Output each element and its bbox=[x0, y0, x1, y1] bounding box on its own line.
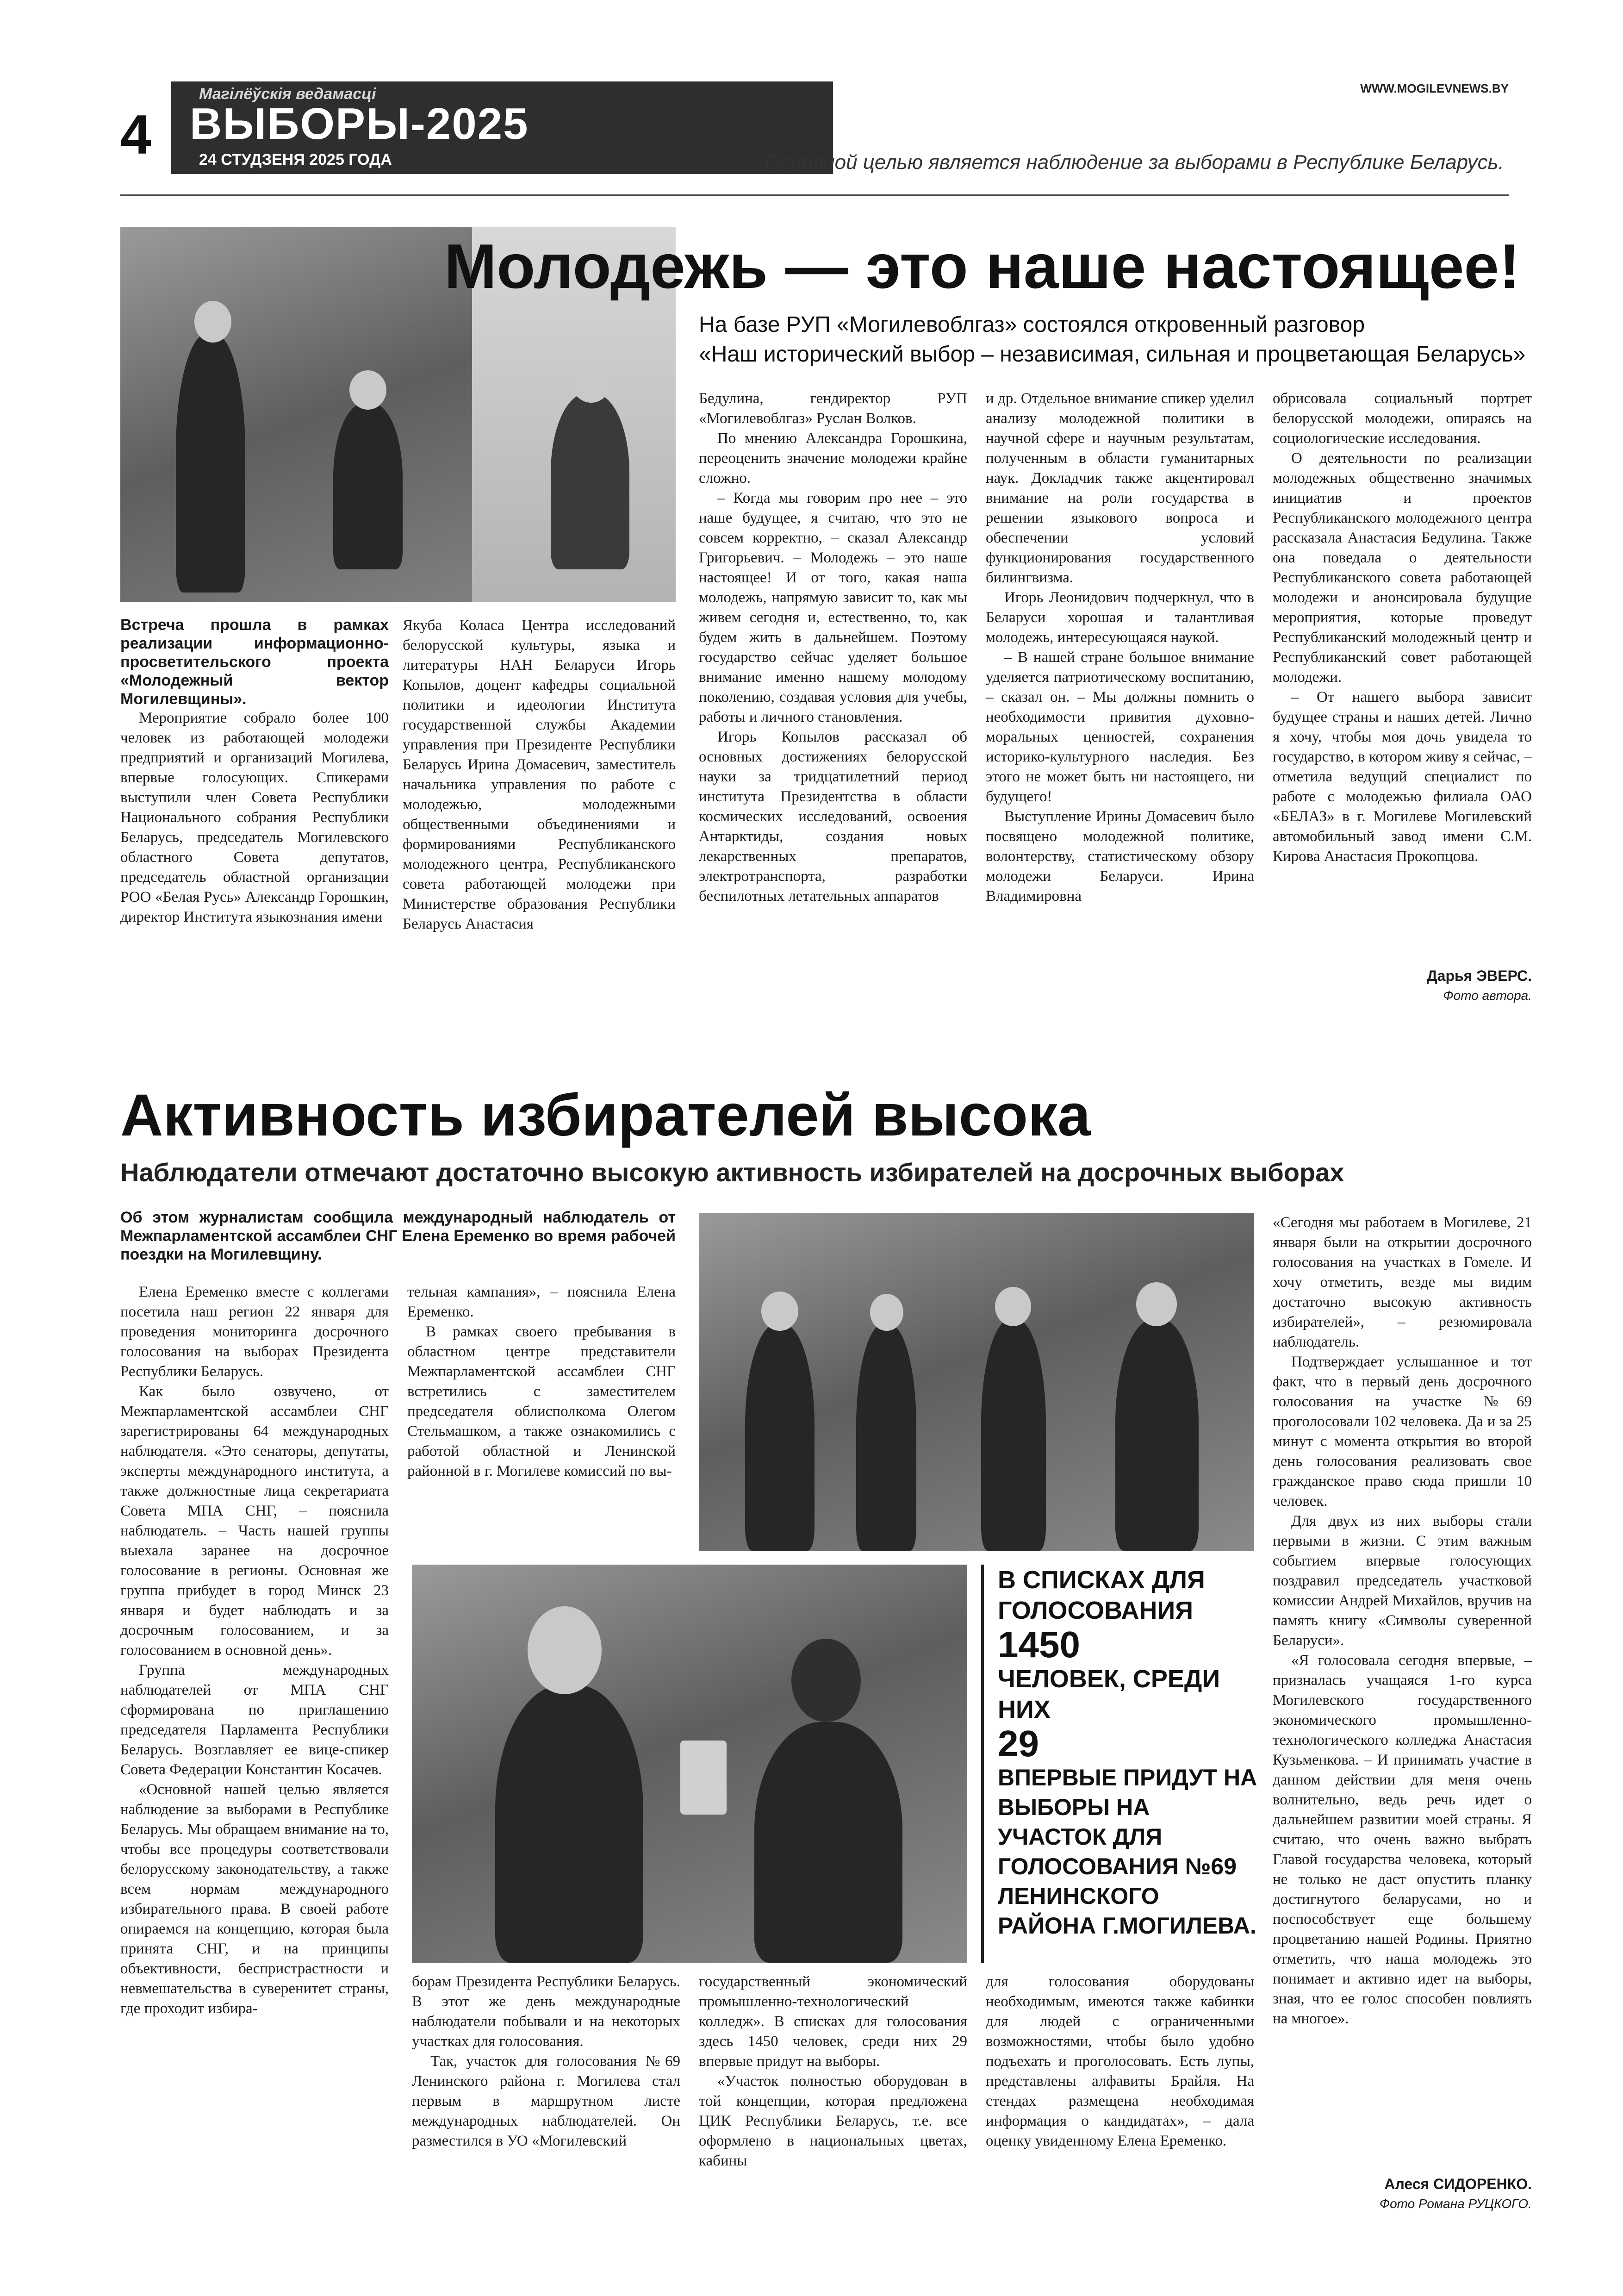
sidebar-line1: В СПИСКАХ ДЛЯ ГОЛОСОВАНИЯ bbox=[998, 1566, 1205, 1624]
article1-col5-p2: О деятельности по реализации молодежных общественно значимых инициатив и проектов Республиканского молодежного центра рассказала Анастасия Бедулина. Также она поведала о деятельности Республиканского совета работающей молодежи и анонсировала будущие мероприятия, которые проведут Республиканский молодежный центр и Республиканский совет работающей молодежи. bbox=[1273, 450, 1532, 686]
article2-author: Алеся СИДОРЕНКО. bbox=[1384, 2176, 1532, 2192]
sidebar-line2: ЧЕЛОВЕК, СРЕДИ НИХ bbox=[998, 1665, 1220, 1723]
photo-top-head-1 bbox=[761, 1292, 798, 1331]
article2-col5-p3: Для двух из них выборы стали первыми в жизни. С этим важным событием впервые голосующих поздравил председатель участковой комиссии Андрей Михайлов, вручив на память книгу «Символы суверенной Беларуси». bbox=[1273, 1513, 1532, 1649]
photo-top-figure-2 bbox=[856, 1324, 916, 1551]
article1-col4 bbox=[986, 389, 1254, 1032]
article1-title: Молодежь — это наше настоящее! bbox=[444, 231, 1520, 301]
speaker-head bbox=[194, 301, 231, 343]
article2-col5-p2: Подтверждает услышанное и тот факт, что в первый день досрочного голосования на участке №69 проголосовали 102 человека. Да и за 25 минут с момента открытия во второй день голосования реализовать свое гражданское право сюда пришли 10 человек. bbox=[1273, 1354, 1532, 1510]
issue-date: 24 СТУДЗЕНЯ 2025 ГОДА bbox=[199, 151, 392, 168]
paper-name: Магілёўскія ведамасці bbox=[199, 85, 376, 103]
sidebar-big1: 1450 bbox=[998, 1624, 1080, 1665]
article1-col1-p1: Мероприятие собрало более 100 человек из работающей молодежи предприятий и организаций Могилева, впервые голосующих. Спикерами выступили член Совета Республики Национального собрания Республики Беларусь, председатель Могилевского областного Совета депутатов, председатель областной организации РОО «Белая Русь» Александр Горошкин, директор Института языкознания имени bbox=[120, 710, 389, 925]
article2-subtitle: Наблюдатели отмечают достаточно высокую активность избирателей на досрочных выборах bbox=[120, 1158, 1344, 1187]
article2-col1-p4: «Основной нашей целью является наблюдение за выборами в Республике Беларусь. Мы обращаем внимание на то, чтобы все процедуры соответствовали белорусскому законодательству, а также всем нормам международного избирательного права. В своей работе опираемся на концепцию, которая была принята СНГ, и на принципы объективности, беспристрастности и невмешательства в суверенитет страны, где проходит избира- bbox=[120, 1781, 389, 2017]
article2-col5 bbox=[1273, 1213, 1532, 2176]
article2-photo-credit: Фото Романа РУЦКОГО. bbox=[1379, 2196, 1532, 2211]
article2-col1-body bbox=[120, 1282, 389, 2203]
article1-col3 bbox=[699, 389, 967, 1032]
article2-photo-top bbox=[699, 1213, 1254, 1551]
article1-col3-p1: Бедулина, гендиректор РУП «Могилевоблгаз» Руслан Волков. bbox=[699, 390, 967, 427]
article1-col4-p1: и др. Отдельное внимание спикер уделил анализу молодежной политики в научной сфере и научным результатам, полученным в области гуманитарных наук. Докладчик также акцентировал внимание на роли государства в решении языкового вопроса и обеспечении условий функционирования государственного билингвизма. bbox=[986, 390, 1254, 586]
photo-bottom-man-figure bbox=[495, 1685, 643, 1963]
article2-col5-p1: «Сегодня мы работаем в Могилеве, 21 января были на открытии досрочного голосования на участках в Гомеле. И хочу отметить, везде мы видим достаточно высокую активность избирателей», – резюмировала наблюдатель. bbox=[1273, 1214, 1532, 1350]
article2-col4 bbox=[986, 1972, 1254, 2222]
article2-col2-p1: тельная кампания», – пояснила Елена Еременко. bbox=[407, 1284, 676, 1320]
seated-woman-figure bbox=[551, 393, 629, 569]
article2-col5-p4: «Я голосовала сегодня впервые, – призналась учащаяся 1-го курса Могилевского государственного экономического промышленно-технологического колледжа Анастасия Кузьменкова. – И принимать участие в данном действии для меня очень волнительно, ведь речь идет о дальнейшем развитии моей страны. Я считаю, что очень важно выбрать Главой государства человека, который не только не даст опустить планку достигнутого беларусами, но и поспособствует еще большему процветанию нашей Родины. Приятно отметить, что наша молодежь это понимает и активно идет на выборы, зная, что ее голос способен повлиять на многое». bbox=[1273, 1652, 1532, 2027]
photo-bottom-award bbox=[680, 1741, 727, 1815]
photo-top-head-2 bbox=[870, 1294, 903, 1331]
seated-man-head bbox=[349, 370, 386, 410]
page-header bbox=[120, 81, 1509, 188]
article1-col3-p3: – Когда мы говорим про нее – это наше будущее, я считаю, что это не совсем корректно, – сказал Александр Григорьевич. – Молодежь – это наше настоящее! И от того, какая наша молодежь, напрямую зависит то, как мы живем сегодня и, естественно, то, как будем жить в дальнейшем. Поэтому государство сейчас уделяет большое внимание именно нашему молодому поколению, создавая условия для учебы, работы и личного становления. bbox=[699, 490, 967, 725]
seated-woman-head bbox=[572, 361, 611, 403]
article1-col5-p3: – От нашего выбора зависит будущее страны и наших детей. Лично я хочу, чтобы моя дочь увидела то государство, в котором живу я сейчас, – отметила ведущий специалист по работе с молодежью филиала ОАО «БЕЛАЗ» в г. Могилеве Могилевский автомобильный завод имени С.М. Кирова Анастасия Прокопцова. bbox=[1273, 689, 1532, 865]
article2-col2b bbox=[412, 1972, 680, 2222]
seated-man-figure bbox=[333, 403, 403, 569]
article1-photo-credit: Фото автора. bbox=[1443, 988, 1532, 1003]
article1-lead: Встреча прошла в рамках реализации информационно-просветительского проекта «Молодежный вектор Могилевщины». bbox=[120, 616, 389, 708]
article1-col2-p1: Якуба Коласа Центра исследований белорусской культуры, языка и литературы НАН Беларуси Игорь Копылов, доцент кафедры социальной политики и идеологии Института государственной службы Академии управления при Президенте Республики Беларусь Ирина Домасевич, заместитель начальника управления по работе с молодежью, молодежными общественными объединениями и формированиями Республиканского молодежного центра, Республиканского совета работающей молодежи при Министерстве образования Республики Беларусь Анастасия bbox=[403, 617, 676, 932]
article2-col3-p1: государственный экономический промышленно-технологический колледж». В списках для голосования здесь 1450 человек, среди них 29 впервые придут на выборы. bbox=[699, 1973, 967, 2070]
photo-bottom-woman-figure bbox=[754, 1722, 902, 1963]
article2-col2b-p2: Так, участок для голосования №69 Ленинского района г. Могилева стал первым в маршрутном листе международных наблюдателей. Он разместился в УО «Могилевский bbox=[412, 2053, 680, 2149]
sidebar-line3: ВПЕРВЫЕ ПРИДУТ НА ВЫБОРЫ НА УЧАСТОК ДЛЯ ГОЛОСОВАНИЯ №69 ЛЕНИНСКОГО РАЙОНА Г.МОГИЛЕВА. bbox=[998, 1765, 1257, 1939]
article1-col4-p4: Выступление Ирины Домасевич было посвящено молодежной политике, волонтерству, статистическому обзору молодежи Беларуси. Ирина Владимировна bbox=[986, 808, 1254, 905]
article1-subtitle-2: «Наш исторический выбор – независимая, сильная и процветающая Беларусь» bbox=[699, 342, 1526, 367]
photo-top-head-4 bbox=[1136, 1282, 1177, 1326]
section-banner bbox=[171, 81, 833, 174]
photo-top-figure-4 bbox=[1115, 1319, 1199, 1551]
article1-col4-p2: Игорь Леонидович подчеркнул, что в Беларуси хорошая и талантливая молодежь, интересующаяся наукой. bbox=[986, 589, 1254, 646]
article2-col2 bbox=[407, 1282, 676, 1555]
photo-top-head-3 bbox=[995, 1287, 1031, 1326]
article2-col1-p1: Елена Еременко вместе с коллегами посетила наш регион 22 января для проведения мониторинга досрочного голосования на выборах Президента Республики Беларусь. bbox=[120, 1284, 389, 1380]
header-rule bbox=[120, 194, 1509, 196]
article1-col2 bbox=[403, 616, 676, 1032]
article2-title: Активность избирателей высока bbox=[120, 1082, 1091, 1148]
article1-col5 bbox=[1273, 389, 1532, 1046]
photo-top-figure-3 bbox=[981, 1319, 1046, 1551]
article1-col3-p4: Игорь Копылов рассказал об основных достижениях белорусской науки за тридцатилетний период института Президентства в области космических исследований, освоения Антарктиды, создания новых лекарственных препаратов, электротранспорта, разработки беспилотных летательных аппаратов bbox=[699, 729, 967, 905]
article2-col3 bbox=[699, 1972, 967, 2222]
photo-bottom-woman-head bbox=[791, 1639, 861, 1722]
page-number: 4 bbox=[120, 104, 151, 166]
article1-subtitle-1: На базе РУП «Могилевоблгаз» состоялся откровенный разговор bbox=[699, 312, 1365, 337]
photo-bottom-man-head bbox=[528, 1606, 602, 1694]
article2-col4-p1: для голосования оборудованы необходимым, имеются также кабинки для людей с ограниченными возможностями, чтобы было удобно подъехать и проголосовать. Есть лупы, представлены алфавиты Брайля. На стендах размещена необходимая информация о кандидатах», – дала оценку увиденному Елена Еременко. bbox=[986, 1973, 1254, 2149]
article2-photo-bottom bbox=[412, 1565, 967, 1963]
article1-col4-p3: – В нашей стране большое внимание уделяется патриотическому воспитанию, – сказал он. – Мы должны помнить о необходимости привития духовно-моральных ценностей, сохранения историко-культурного наследия. Без этого не может быть ни настоящего, ни будущего! bbox=[986, 649, 1254, 805]
article2-col2-p2: В рамках своего пребывания в областном центре представители Межпарламентской ассамблеи СНГ встретились с заместителем председателя облисполкома Олегом Стельмашком, а также ознакомились с работой областной и Ленинской районной в г. Могилеве комиссий по вы- bbox=[407, 1323, 676, 1479]
article2-lead: Об этом журналистам сообщила международный наблюдатель от Межпарламентской ассамблеи СНГ Елена Еременко во время рабочей поездки на Могилевщину. bbox=[120, 1209, 676, 1263]
article1-col1 bbox=[120, 616, 389, 1032]
article2-col1-p2: Как было озвучено, от Межпарламентской ассамблеи СНГ зарегистрированы 64 международных наблюдателя. «Это сенаторы, депутаты, эксперты международного института, а также должностные лица секретариата Совета МПА СНГ, – пояснила наблюдатель. – Часть нашей группы выехала заранее на досрочное голосование в регионы. Основная же группа прибудет в город Минск 23 января и будет наблюдать и за досрочным голосованием, и за голосованием в основной день». bbox=[120, 1383, 389, 1659]
section-title: ВЫБОРЫ-2025 bbox=[190, 99, 529, 149]
photo-top-figure-1 bbox=[745, 1324, 815, 1551]
article2-sidebar bbox=[981, 1565, 1259, 1963]
sidebar-big2: 29 bbox=[998, 1723, 1039, 1764]
article2-col3-p2: «Участок полностью оборудован в той концепции, которая предложена ЦИК Республики Беларусь, т.е. все оформлено в национальных цветах, кабины bbox=[699, 2073, 967, 2169]
tagline: Основной целью является наблюдение за выборами в Республике Беларусь. bbox=[764, 151, 1504, 174]
article1-col5-p1: обрисовала социальный портрет белорусской молодежи, опираясь на социологические исследования. bbox=[1273, 390, 1532, 447]
speaker-figure bbox=[176, 333, 245, 593]
article2-col1-p3: Группа международных наблюдателей от МПА СНГ сформирована по приглашению председателя Парламента Республики Беларусь. Возглавляет ее вице-спикер Совета Федерации Константин Косачев. bbox=[120, 1662, 389, 1778]
website: WWW.MOGILEVNEWS.BY bbox=[1360, 81, 1509, 95]
article1-author: Дарья ЭВЕРС. bbox=[1426, 967, 1532, 984]
article1-col3-p2: По мнению Александра Горошкина, переоценить значение молодежи крайне сложно. bbox=[699, 430, 967, 487]
article2-col2b-p1: борам Президента Республики Беларусь. В этот же день международные наблюдатели побывали и на некоторых участках для голосования. bbox=[412, 1973, 680, 2050]
